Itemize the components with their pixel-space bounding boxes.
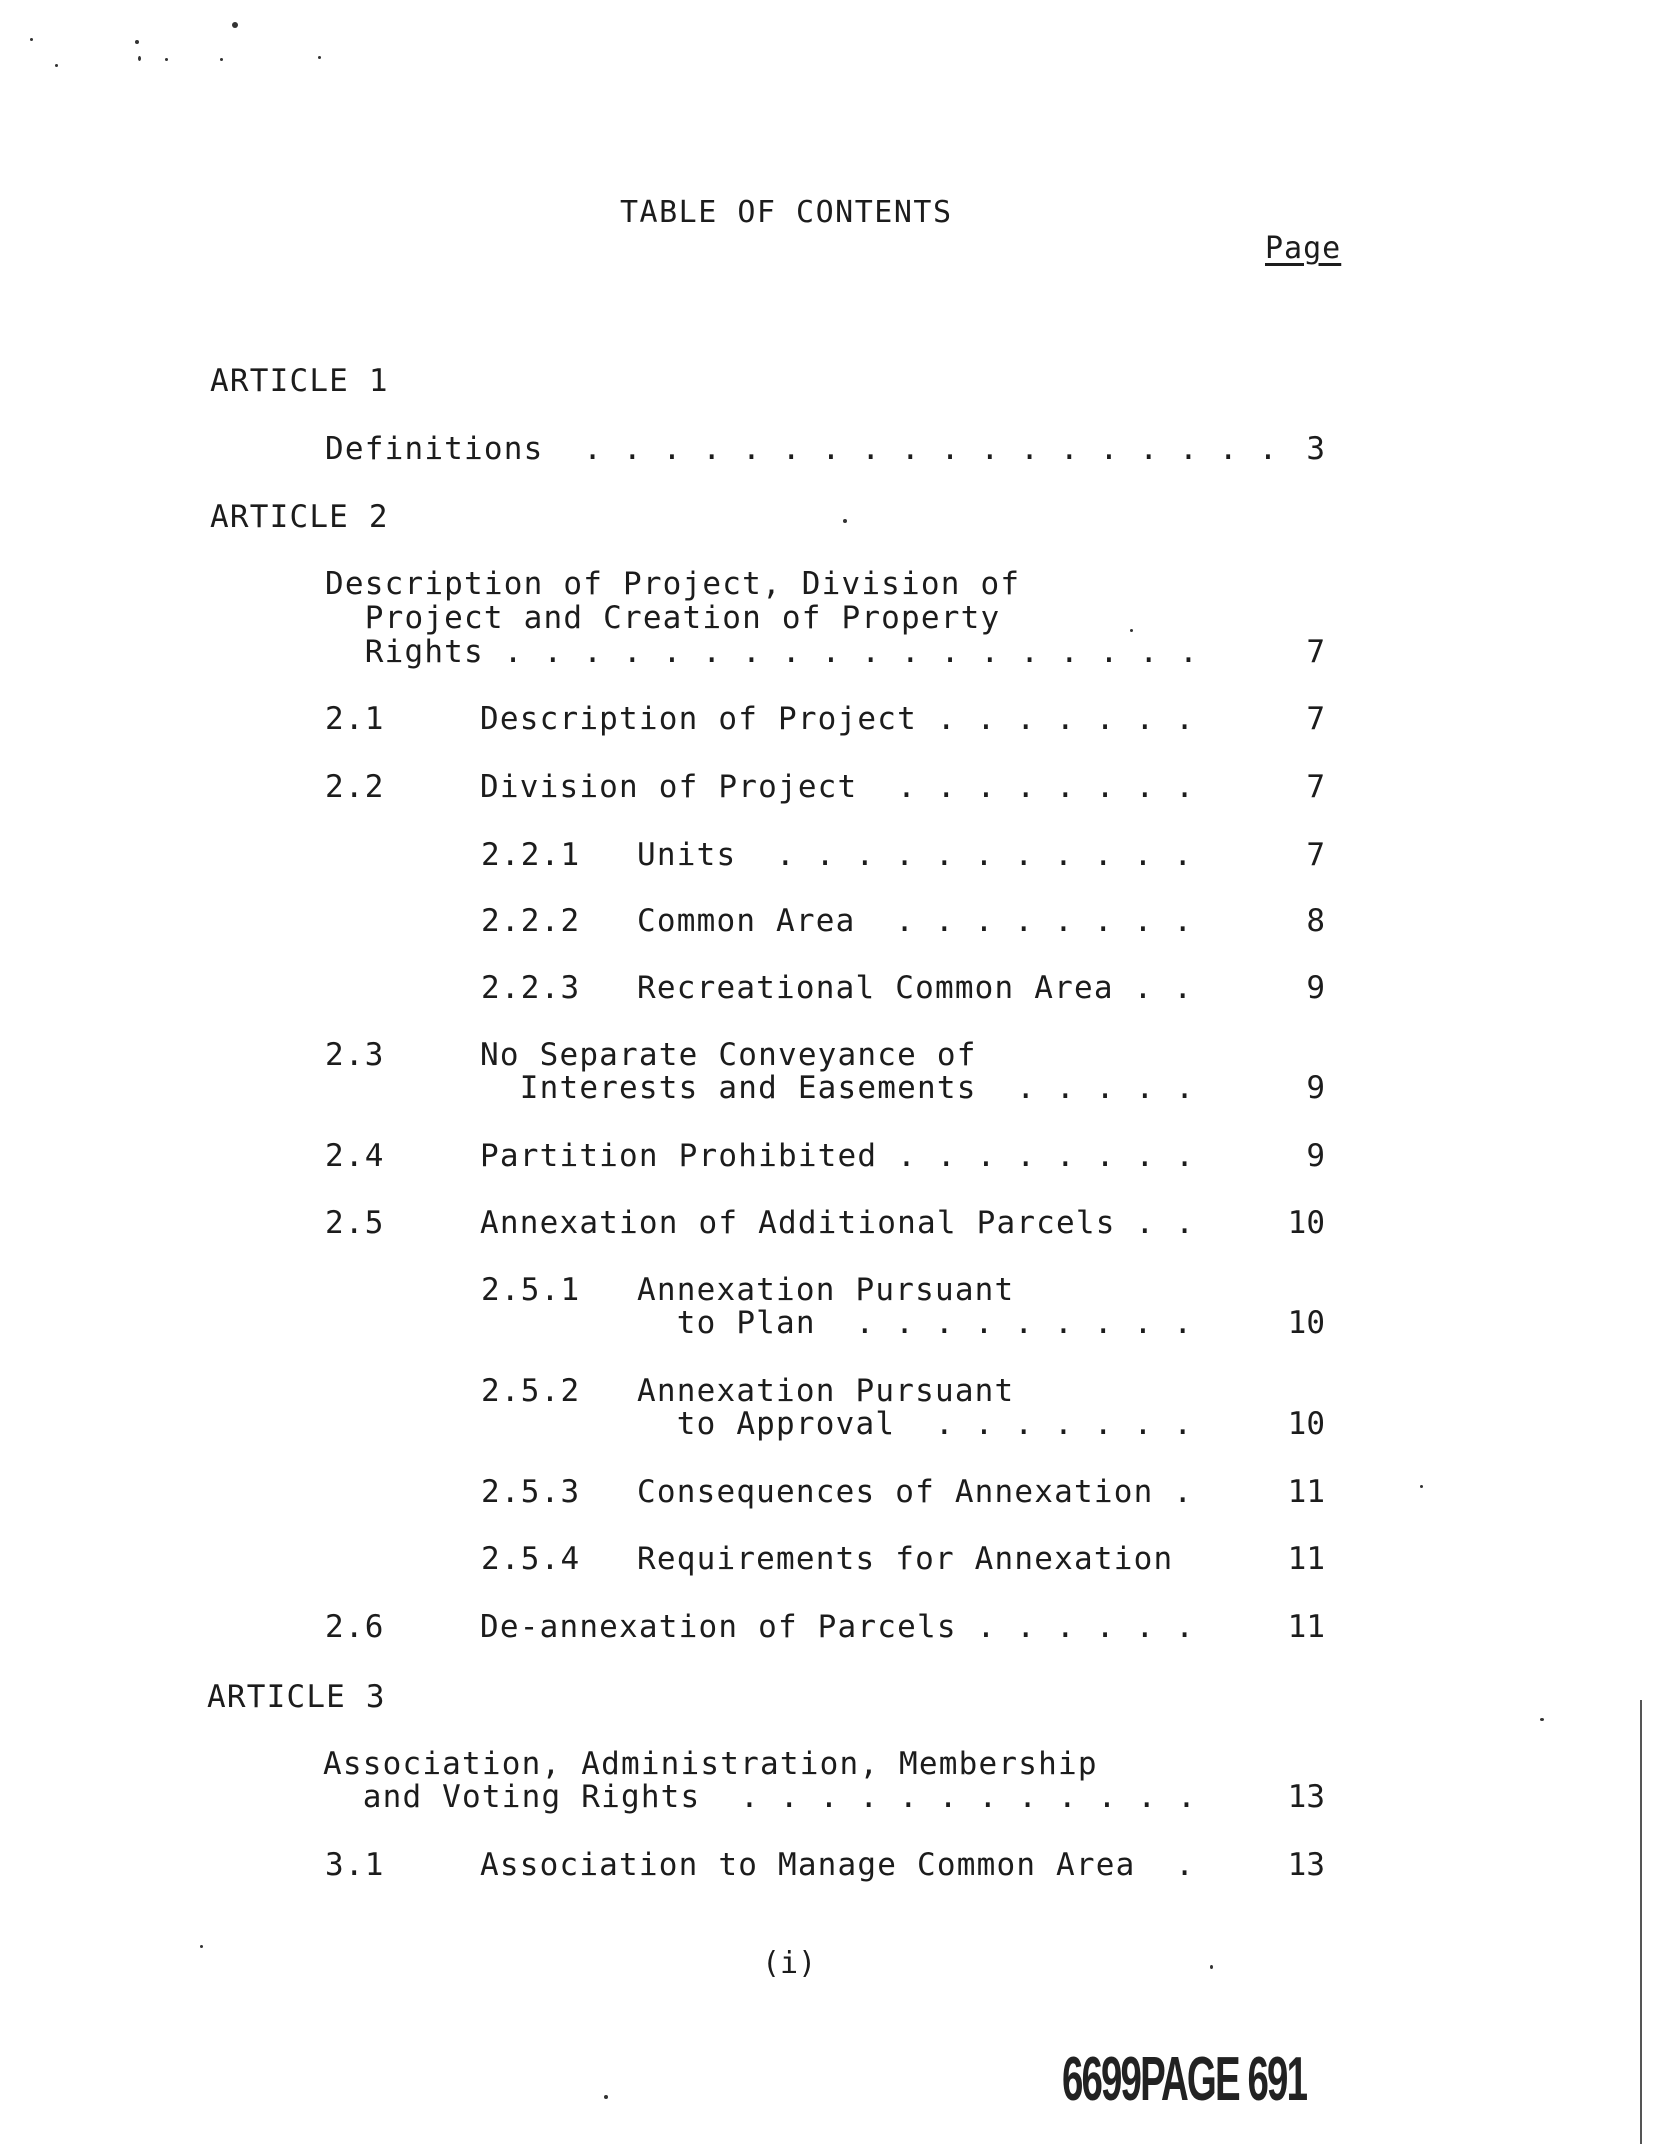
toc-entry-text: Interests and Easements . . . . .: [480, 1070, 1196, 1106]
toc-entry-page: 10: [1287, 1205, 1325, 1241]
toc-entry-text: Consequences of Annexation .: [637, 1474, 1194, 1510]
toc-entry-number: 2.5: [325, 1205, 385, 1241]
scan-speck: [1540, 1718, 1544, 1721]
scan-speck: [1130, 629, 1133, 632]
scan-speck: [135, 40, 139, 44]
toc-entry-number: 2.5.4: [481, 1541, 581, 1577]
toc-entry-text: De-annexation of Parcels . . . . . .: [480, 1609, 1196, 1645]
toc-entry-text: Requirements for Annexation: [637, 1541, 1174, 1577]
article-heading: ARTICLE 2: [210, 499, 389, 535]
toc-entry-text: Annexation Pursuant: [637, 1272, 1015, 1308]
scan-speck: [55, 64, 58, 67]
toc-entry-number: 2.2.3: [481, 970, 581, 1006]
toc-entry-text: Annexation Pursuant: [637, 1373, 1015, 1409]
scan-speck: [165, 58, 168, 61]
toc-entry-number: 2.5.2: [481, 1373, 581, 1409]
toc-entry-page: 9: [1306, 970, 1325, 1006]
scan-speck: [232, 22, 238, 28]
scan-speck: [318, 56, 321, 59]
toc-entry-page: 13: [1287, 1779, 1325, 1815]
toc-entry-page: 10: [1287, 1305, 1325, 1341]
scan-edge-line: [1640, 1700, 1642, 2144]
toc-entry-page: 7: [1306, 837, 1325, 873]
toc-entry-text: and Voting Rights . . . . . . . . . . . .: [323, 1779, 1197, 1815]
toc-entry-text: Description of Project . . . . . . .: [480, 701, 1196, 737]
toc-entry-page: 11: [1287, 1541, 1325, 1577]
toc-entry-text: Annexation of Additional Parcels . .: [480, 1205, 1196, 1241]
toc-entry-page: 10: [1287, 1406, 1325, 1442]
toc-entry-text: to Plan . . . . . . . . .: [637, 1305, 1194, 1341]
toc-entry-text: Association to Manage Common Area .: [480, 1847, 1196, 1883]
toc-entry-text: Units . . . . . . . . . . .: [637, 837, 1194, 873]
toc-entry-number: 2.2.1: [481, 837, 581, 873]
toc-entry-number: 2.4: [325, 1138, 385, 1174]
toc-entry-text: Division of Project . . . . . . . .: [480, 769, 1196, 805]
recording-stamp: 6699PAGE 691: [1062, 2045, 1307, 2114]
toc-entry-number: 2.1: [325, 701, 385, 737]
toc-entry-text: to Approval . . . . . . .: [637, 1406, 1194, 1442]
scan-speck: [1210, 1965, 1213, 1969]
toc-entry-page: 7: [1306, 701, 1325, 737]
toc-entry-page: 9: [1306, 1138, 1325, 1174]
toc-entry-text: Common Area . . . . . . . .: [637, 903, 1194, 939]
toc-entry-number: 2.5.1: [481, 1272, 581, 1308]
toc-entry-text: Rights . . . . . . . . . . . . . . . . . .: [325, 634, 1199, 670]
toc-entry-page: 3: [1306, 431, 1325, 467]
toc-entry-text: Recreational Common Area . .: [637, 970, 1194, 1006]
scan-speck: [843, 519, 847, 523]
scan-speck: [200, 1945, 203, 1948]
toc-entry-text: No Separate Conveyance of: [480, 1037, 977, 1073]
toc-entry-page: 8: [1306, 903, 1325, 939]
toc-entry-text: Definitions . . . . . . . . . . . . . . . . . .: [325, 431, 1279, 467]
article-heading: ARTICLE 3: [207, 1679, 386, 1715]
toc-entry-page: 7: [1306, 634, 1325, 670]
scan-speck: [220, 58, 223, 61]
page-column-label: Page: [1265, 231, 1342, 266]
scan-speck: [138, 56, 141, 61]
toc-title: TABLE OF CONTENTS: [620, 195, 953, 230]
footer-page-number: (i): [762, 1946, 817, 1981]
toc-entry-number: 2.2.2: [481, 903, 581, 939]
toc-entry-number: 3.1: [325, 1847, 385, 1883]
toc-entry-text: Description of Project, Division of: [325, 566, 1021, 602]
toc-entry-number: 2.2: [325, 769, 385, 805]
toc-entry-number: 2.5.3: [481, 1474, 581, 1510]
scan-speck: [604, 2095, 608, 2099]
toc-entry-page: 11: [1287, 1609, 1325, 1645]
toc-entry-text: Partition Prohibited . . . . . . . .: [480, 1138, 1196, 1174]
toc-entry-page: 13: [1287, 1847, 1325, 1883]
toc-entry-number: 2.6: [325, 1609, 385, 1645]
toc-entry-page: 9: [1306, 1070, 1325, 1106]
scan-speck: [30, 38, 33, 41]
scan-speck: [1420, 1485, 1423, 1488]
toc-entry-number: 2.3: [325, 1037, 385, 1073]
toc-entry-page: 11: [1287, 1474, 1325, 1510]
toc-entry-text: Project and Creation of Property: [325, 600, 1001, 636]
article-heading: ARTICLE 1: [210, 363, 389, 399]
toc-entry-text: Association, Administration, Membership: [323, 1746, 1098, 1782]
toc-entry-page: 7: [1306, 769, 1325, 805]
